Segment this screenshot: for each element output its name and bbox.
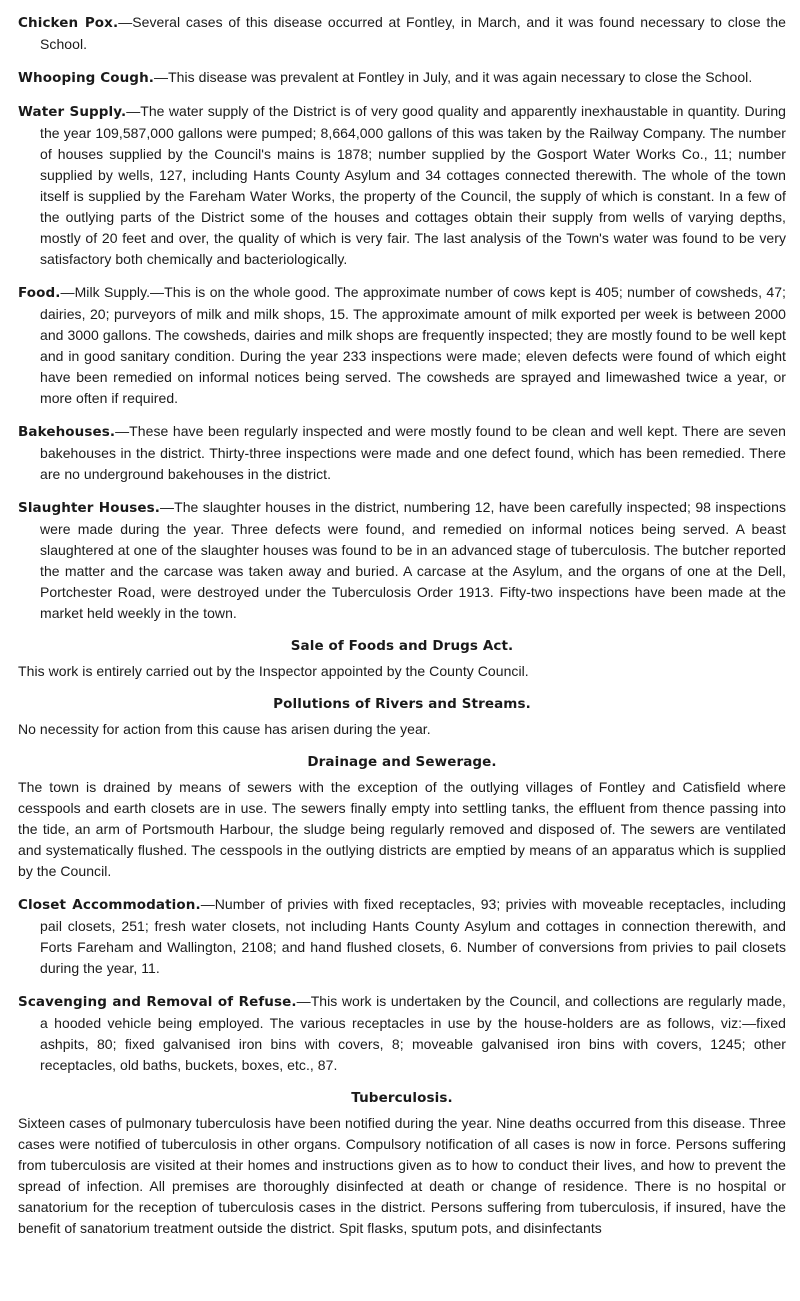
- paragraph-text: —The slaughter houses in the district, numbering 12, have been carefully inspected; 98 inspections were made during the year. Three defects were found, and remedied on informal notices being served. A beast slaughtered at one of the slaughter houses was found to be in an advanced stage of tuberculosis. The butcher reported the matter and the carcase was taken away and buried. A carcase at the Asylum, and the organs of one at the Dell, Portchester Road, were destroyed under the Tuberculosis Order 1913. Fifty-two inspections have been made at the market held weekly in the town.: [40, 499, 787, 621]
- paragraph-scavenging: [18, 991, 786, 1076]
- section-body-drainage: The town is drained by means of sewers with the exception of the outlying villages of Fontley and Catisfield where cesspools and earth closets are in use. The sewers finally empty into settling tanks, the effluent from thence passing into the tide, an arm of Portsmouth Harbour, the sludge being regularly removed and disposed of. The sewers are ventilated and systematically flushed. The cesspools in the outlying districts are emptied by means of an apparatus which is supplied by the Council.: [18, 779, 786, 879]
- paragraph-whooping-cough: [18, 67, 786, 89]
- paragraph-water-supply: [18, 101, 786, 270]
- paragraph-text: —These have been regularly inspected and were mostly found to be clean and well kept. There are seven bakehouses in the district. Thirty-three inspections were made and one defect found, which has been remedied. There are no underground bakehouses in the district.: [40, 423, 786, 482]
- section-title-tuberculosis: Tuberculosis.: [351, 1090, 453, 1106]
- paragraph-text: —Milk Supply.—This is on the whole good. The approximate number of cows kept is 405; number of cowsheds, 47; dairies, 20; purveyors of milk and milk shops, 15. The approximate amount of milk exported per week is between 2000 and 3000 gallons. The cowsheds, dairies and milk shops are frequently inspected; they are mostly found to be well kept and in good sanitary condition. During the year 233 inspections were made; eleven defects were found of which eight have been remedied on informal notices being served. The cowsheds are sprayed and limewashed twice a year, or more often if required.: [40, 284, 786, 406]
- paragraph-heading: Food.: [18, 285, 61, 301]
- document-page: [18, 12, 786, 1251]
- paragraph-heading: Closet Accommodation.: [18, 897, 201, 913]
- paragraph-heading: Chicken Pox.: [18, 15, 119, 31]
- paragraph-heading: Whooping Cough.: [18, 70, 155, 86]
- section-title-drainage: Drainage and Sewerage.: [307, 754, 497, 770]
- paragraph-heading: Bakehouses.: [18, 424, 116, 440]
- paragraph-closet-accommodation: [18, 894, 786, 979]
- section-body-pollutions: No necessity for action from this cause has arisen during the year.: [18, 721, 431, 737]
- paragraph-text: —This disease was prevalent at Fontley in July, and it was again necessary to close the School.: [154, 69, 753, 85]
- paragraph-heading: Scavenging and Removal of Refuse.: [18, 994, 297, 1010]
- paragraph-food: [18, 282, 786, 409]
- paragraph-heading: Slaughter Houses.: [18, 500, 161, 516]
- paragraph-text: —This work is undertaken by the Council, and collections are regularly made, a hooded vehicle being employed. The various receptacles in use by the house-holders are as follows, viz:—fixed ashpits, 80; fixed galvanised iron bins with covers, 8; moveable galvanised iron bins with covers, 1245; other receptacles, old baths, buckets, boxes, etc., 87.: [40, 993, 786, 1073]
- paragraph-text: —Number of privies with fixed receptacles, 93; privies with moveable receptacles, including pail closets, 251; fresh water closets, not including Hants County Asylum and cottages in connection therewith, and Forts Fareham and Wallington, 2108; and hand flushed closets, 6. Number of conversions from privies to pail closets during the year, 11.: [40, 896, 786, 976]
- paragraph-text: —Several cases of this disease occurred at Fontley, in March, and it was found necessary to close the School.: [40, 14, 787, 52]
- paragraph-heading: Water Supply.: [18, 104, 127, 120]
- paragraph-bakehouses: [18, 421, 786, 485]
- section-body-tuberculosis: Sixteen cases of pulmonary tuberculosis have been notified during the year. Nine deaths occurred from this disease. Three cases were notified of tuberculosis in other organs. Compulsory notification of all cases is now in force. Persons suffering from tuberculosis are visited at their homes and instructions given as to how to conduct their lives, and how to prevent the spread of infection. All premises are thoroughly disinfected at death or change of residence. There is no hospital or sanatorium for the reception of tuberculosis cases in the district. Persons suffering from tuberculosis, if insured, have the benefit of sanatorium treatment outside the district. Spit flasks, sputum pots, and disinfectants: [18, 1115, 786, 1236]
- section-body-food-drugs: This work is entirely carried out by the Inspector appointed by the County Council.: [18, 663, 529, 679]
- section-title-pollutions: Pollutions of Rivers and Streams.: [273, 696, 531, 712]
- paragraph-slaughter-houses: [18, 497, 786, 624]
- paragraph-chicken-pox: [18, 12, 786, 55]
- paragraph-text: —The water supply of the District is of very good quality and apparently inexhaustable in quantity. During the year 109,587,000 gallons were pumped; 8,664,000 gallons of this was taken by the Railway Company. The number of houses supplied by the Council's mains is 1878; number supplied by the Gosport Water Works Co., 11; number supplied by wells, 127, including Hants County Asylum and 34 cottages connected therewith. The whole of the town itself is supplied by the Fareham Water Works, the property of the Council, the supply of which is constant. In a few of the outlying parts of the District some of the houses and cottages obtain their supply from wells of varying depths, mostly of 20 feet and over, the quality of which is very fair. The last analysis of the Town's water was found to be very satisfactory both chemically and bacteriologically.: [40, 103, 787, 267]
- section-title-food-drugs: Sale of Foods and Drugs Act.: [290, 638, 514, 654]
